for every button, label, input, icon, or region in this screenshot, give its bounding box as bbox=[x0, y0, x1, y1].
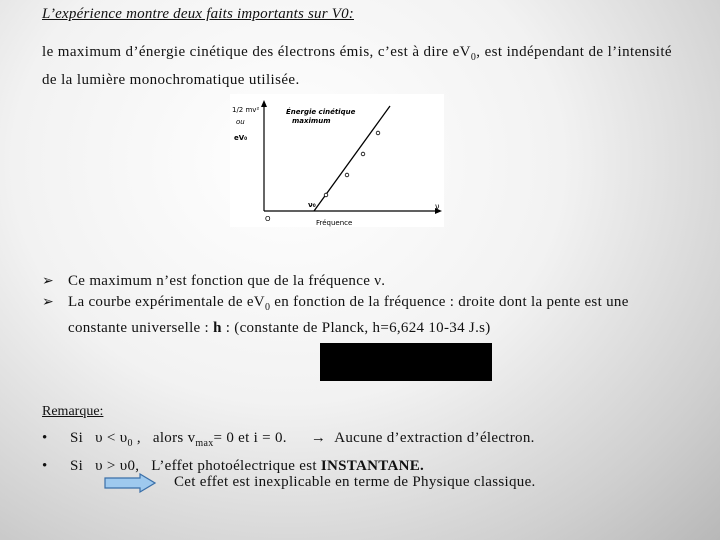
block-arrow-icon bbox=[104, 473, 156, 493]
bullet-list bbox=[42, 271, 692, 339]
bullet-dot-icon: • bbox=[42, 458, 48, 474]
figure-svg bbox=[230, 94, 444, 227]
si-word: Si bbox=[70, 458, 84, 474]
intro-part-1: le maximum d’énergie cinétique des électrons émis, c’est à dire eV bbox=[42, 44, 471, 60]
data-point bbox=[324, 193, 328, 197]
heading: L’expérience montre deux faits importants sur V0: bbox=[42, 6, 354, 22]
bullet-arrow-icon: ➢ bbox=[42, 273, 55, 289]
result-a: L’effet photoélectrique est bbox=[151, 458, 321, 474]
bullet-arrow-icon: ➢ bbox=[42, 294, 55, 310]
curve-label-2: maximum bbox=[292, 117, 331, 125]
data-point bbox=[361, 152, 365, 156]
intro-part-2: , est indépendant de l’intensité de la lumière monochromatique utilisée. bbox=[42, 44, 672, 88]
condition-subscript: 0 bbox=[127, 438, 133, 449]
data-point bbox=[345, 173, 349, 177]
condition-end: , bbox=[132, 430, 141, 446]
remarque-title: Remarque: bbox=[42, 404, 104, 419]
nu0-label: ν₀ bbox=[308, 201, 316, 209]
bullet-subscript: 0 bbox=[264, 302, 271, 313]
instantane-word: INSTANTANE. bbox=[320, 458, 425, 474]
result-subscript: max bbox=[195, 438, 214, 449]
result-b: = 0 et i = 0. bbox=[213, 430, 287, 446]
origin-label: O bbox=[265, 215, 271, 223]
hidden-formula-box bbox=[320, 343, 492, 381]
intro-paragraph bbox=[42, 41, 682, 92]
remarque-item bbox=[42, 427, 702, 455]
bullet-text: Ce maximum n’est fonction que de la fréquence ν. bbox=[68, 273, 386, 289]
data-point bbox=[376, 131, 380, 135]
photoelectric-figure bbox=[230, 94, 444, 227]
curve-label-1: Énergie cinétique bbox=[286, 108, 356, 116]
y-label-3: eV₀ bbox=[234, 134, 248, 142]
x-axis-label: Fréquence bbox=[316, 219, 353, 227]
bullet-item bbox=[42, 271, 692, 292]
planck-symbol: h bbox=[213, 320, 222, 336]
y-label-2: ou bbox=[236, 118, 245, 126]
nu-label: ν bbox=[435, 202, 440, 211]
condition: υ > υ0, bbox=[95, 458, 140, 474]
result-c: Aucune d’extraction d’électron. bbox=[334, 430, 535, 446]
si-word: Si bbox=[70, 430, 84, 446]
bullet-text-tail: : (constante de Planck, h=6,624 10-34 J.s) bbox=[221, 320, 491, 336]
bullet-item bbox=[42, 292, 692, 339]
remarque-list bbox=[42, 427, 702, 477]
y-label-1: 1/2 mv² bbox=[232, 106, 260, 114]
y-axis-arrowhead bbox=[261, 100, 267, 107]
right-arrow-icon: → bbox=[310, 430, 327, 446]
intro-subscript: 0 bbox=[470, 52, 477, 63]
result-a: alors v bbox=[152, 430, 196, 446]
bullet-dot-icon: • bbox=[42, 430, 48, 446]
bullet-text-before: La courbe expérimentale de eV bbox=[68, 294, 265, 310]
conclusion-line: Cet effet est inexplicable en terme de Physique classique. bbox=[174, 474, 536, 490]
condition: υ < υ bbox=[95, 430, 128, 446]
bullet-text-after: en fonction de la fréquence : droite dont la pente est une constante universelle : bbox=[68, 294, 629, 336]
